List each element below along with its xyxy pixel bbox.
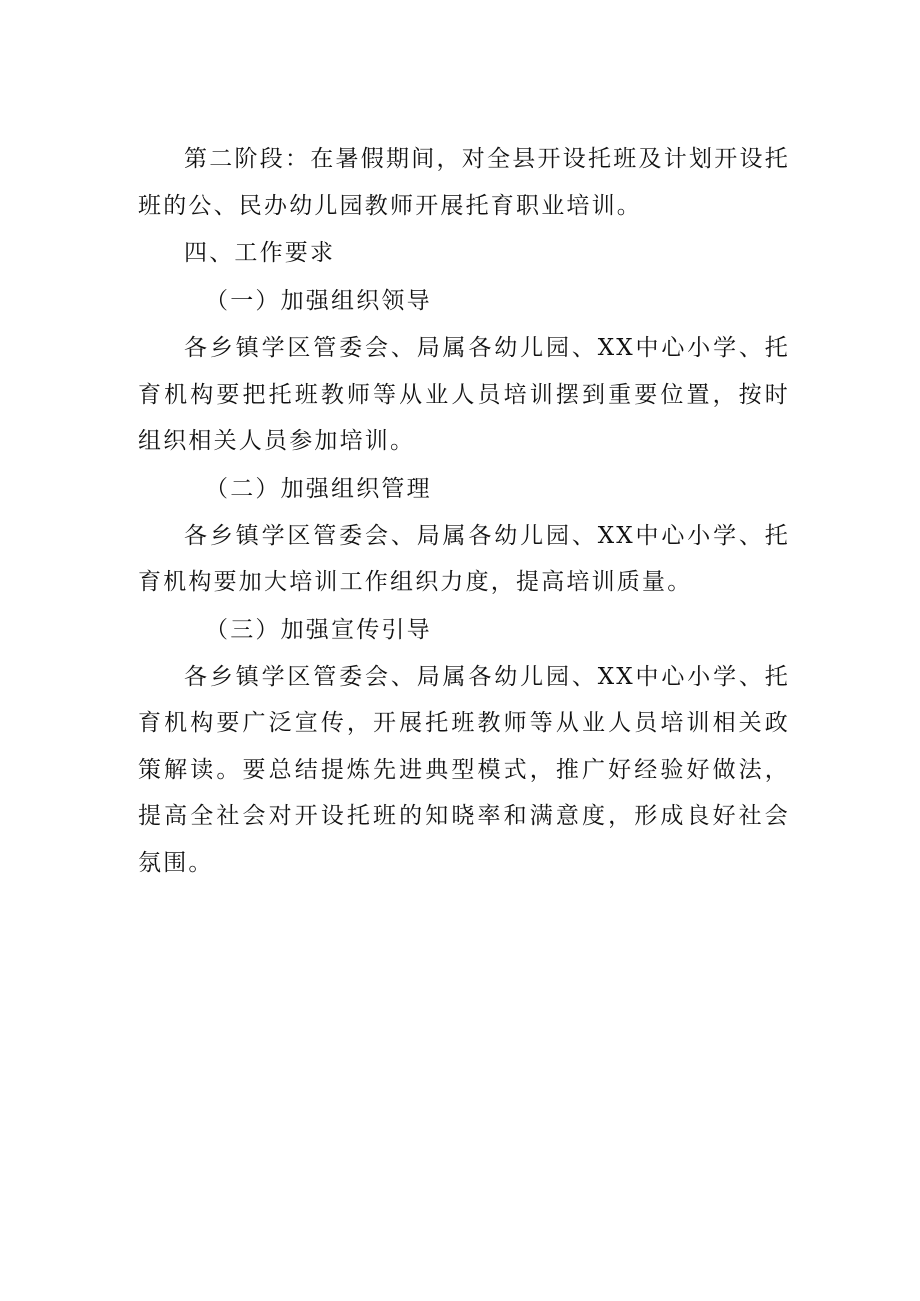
document-body [138,136,790,886]
paragraph-publicity-guidance: 各乡镇学区管委会、局属各幼儿园、XX中心小学、托育机构要广泛宣传，开展托班教师等从业人员培训相关政策解读。要总结提炼先进典型模式，推广好经验好做法，提高全社会对开设托班的知晓率和满意度，形成良好社会氛围。 [138,663,790,876]
subheading-publicity-guidance: （三）加强宣传引导 [205,616,432,643]
paragraph-organization-management: 各乡镇学区管委会、局属各幼儿园、XX中心小学、托育机构要加大培训工作组织力度，提高培训质量。 [138,522,790,595]
subheading-organization-leadership: （一）加强组织领导 [205,288,432,314]
subheading-organization-management: （二）加强组织管理 [205,475,432,502]
section-heading-work-requirements: 四、工作要求 [184,240,336,266]
paragraph-organization-leadership: 各乡镇学区管委会、局属各幼儿园、XX中心小学、托育机构要把托班教师等从业人员培训摆到重要位置，按时组织相关人员参加培训。 [138,335,790,454]
paragraph-stage-two: 第二阶段：在暑假期间，对全县开设托班及计划开设托班的公、民办幼儿园教师开展托育职业培训。 [138,146,790,219]
